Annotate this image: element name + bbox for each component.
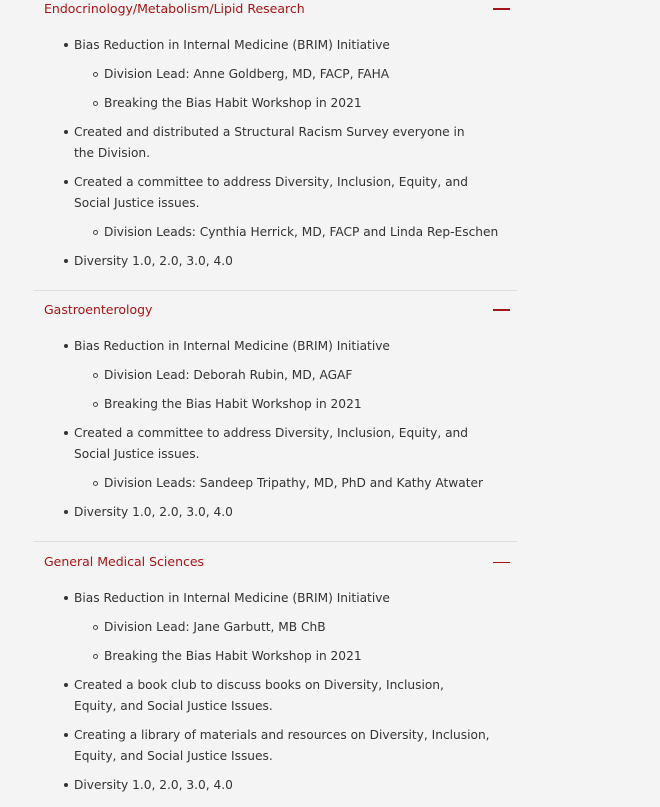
list-item	[33, 122, 517, 164]
list-item	[33, 336, 517, 415]
list-item-text: Bias Reduction in Internal Medicine (BRIM) Initiative	[74, 591, 390, 605]
sub-list-item: Division Lead: Anne Goldberg, MD, FACP, FAHA	[74, 64, 517, 85]
sub-list	[74, 222, 517, 243]
list-item	[33, 172, 517, 243]
section-title: Gastroenterology	[44, 302, 153, 317]
section-endocrinology	[33, 0, 517, 272]
list-item-text: Created a book club to discuss books on Diversity, Inclusion, Equity, and Social Justice Issues.	[74, 678, 444, 713]
list-item-text: Bias Reduction in Internal Medicine (BRIM) Initiative	[74, 38, 390, 52]
sub-list-item: Breaking the Bias Habit Workshop in 2021	[74, 646, 517, 667]
list-item	[33, 35, 517, 114]
section-header-general-medical-sciences[interactable]	[33, 542, 517, 582]
list-item-text: Diversity 1.0, 2.0, 3.0, 4.0	[74, 254, 233, 268]
list-item	[33, 725, 517, 767]
section-list	[33, 330, 517, 523]
list-item-text: Creating a library of materials and resources on Diversity, Inclusion, Equity, and Social Justice Issues.	[74, 728, 490, 763]
list-item-text: Diversity 1.0, 2.0, 3.0, 4.0	[74, 778, 233, 792]
section-title: Endocrinology/Metabolism/Lipid Research	[44, 1, 305, 16]
section-list	[33, 29, 517, 272]
sub-list	[74, 617, 517, 667]
section-general-medical-sciences	[33, 541, 517, 796]
sub-list-item: Division Lead: Jane Garbutt, MB ChB	[74, 617, 517, 638]
section-header-endocrinology[interactable]	[33, 0, 517, 29]
section-list	[33, 582, 517, 796]
section-gastroenterology	[33, 290, 517, 523]
list-item	[33, 675, 517, 717]
list-item-text: Diversity 1.0, 2.0, 3.0, 4.0	[74, 505, 233, 519]
collapse-minus-icon[interactable]	[493, 8, 510, 10]
sub-list	[74, 365, 517, 415]
section-title: General Medical Sciences	[44, 554, 205, 569]
list-item-text: Created a committee to address Diversity, Inclusion, Equity, and Social Justice issues.	[74, 175, 469, 210]
list-item-text: Bias Reduction in Internal Medicine (BRIM) Initiative	[74, 339, 390, 353]
list-item-text: Created and distributed a Structural Racism Survey everyone in the Division.	[74, 125, 465, 160]
list-item	[33, 588, 517, 667]
sub-list	[74, 473, 517, 494]
sub-list-item: Breaking the Bias Habit Workshop in 2021	[74, 93, 517, 114]
list-item	[33, 251, 517, 272]
list-item-text: Created a committee to address Diversity, Inclusion, Equity, and Social Justice issues.	[74, 426, 469, 461]
division-accordion	[33, 0, 517, 796]
list-item	[33, 502, 517, 523]
sub-list-item: Breaking the Bias Habit Workshop in 2021	[74, 394, 517, 415]
sub-list-item: Division Leads: Sandeep Tripathy, MD, PhD and Kathy Atwater	[74, 473, 517, 494]
list-item	[33, 423, 517, 494]
section-header-gastroenterology[interactable]	[33, 291, 517, 330]
list-item	[33, 775, 517, 796]
collapse-minus-icon[interactable]	[493, 309, 510, 311]
collapse-minus-icon[interactable]	[493, 562, 510, 563]
sub-list-item: Division Leads: Cynthia Herrick, MD, FACP and Linda Rep-Eschen	[74, 222, 517, 243]
sub-list-item: Division Lead: Deborah Rubin, MD, AGAF	[74, 365, 517, 386]
sub-list	[74, 64, 517, 114]
